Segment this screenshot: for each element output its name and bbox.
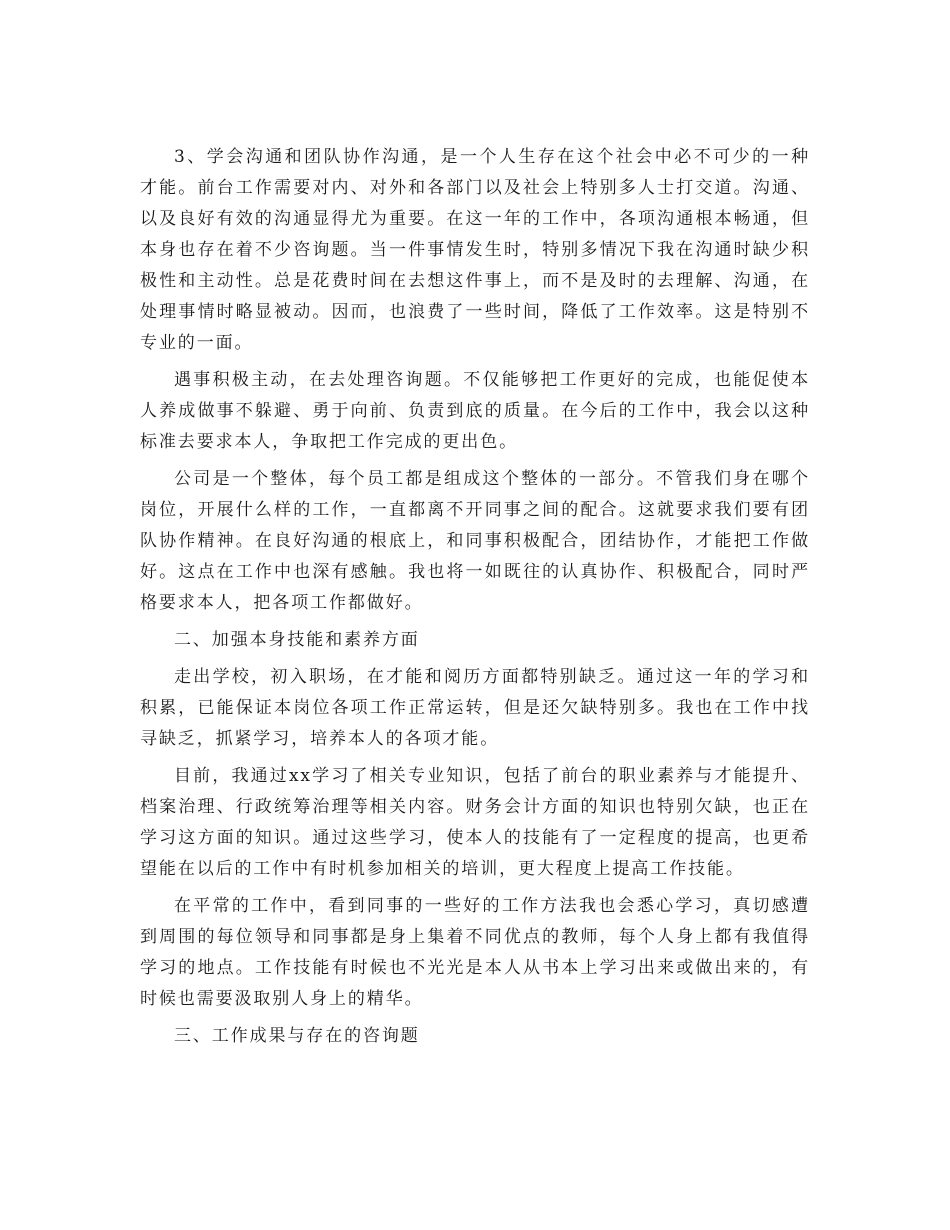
paragraph-teamwork: 公司是一个整体，每个员工都是组成这个整体的一部分。不管我们身在哪个岗位，开展什么样的工作，一直都离不开同事之间的配合。这就要求我们要有团队协作精神。在良好沟通的根底上，和同事积极配合，团结协作，才能把工作做好。这点在工作中也深有感触。我也将一如既往的认真协作、积极配合，同时严格要求本人，把各项工作都做好。 (140, 469, 810, 613)
paragraph-colleagues: 在平常的工作中，看到同事的一些好的工作方法我也会悉心学习，真切感遭到周围的每位领导和同事都是身上集着不同优点的教师，每个人身上都有我值得学习的地点。工作技能有时候也不光光是本人从书本上学习出来或做出来的，有时候也需要汲取别人身上的精华。 (140, 896, 810, 1009)
paragraph-learning: 目前，我通过xx学习了相关专业知识，包括了前台的职业素养与才能提升、档案治理、行政统筹治理等相关内容。财务会计方面的知识也特别欠缺，也正在学习这方面的知识。通过这些学习，使本人的技能有了一定程度的提高，也更希望能在以后的工作中有时机参加相关的培训，更大程度上提高工作技能。 (140, 766, 810, 879)
section-heading-skills: 二、加强本身技能和素养方面 (174, 630, 420, 650)
paragraph-entering-workplace: 走出学校，初入职场，在才能和阅历方面都特别缺乏。通过这一年的学习和积累，已能保证本岗位各项工作正常运转，但是还欠缺特别多。我也在工作中找寻缺乏，抓紧学习，培养本人的各项才能。 (140, 667, 810, 749)
document-body (140, 142, 810, 1058)
paragraph-communication: 3、学会沟通和团队协作沟通，是一个人生存在这个社会中必不可少的一种才能。前台工作需要对内、对外和各部门以及社会上特别多人士打交道。沟通、以及良好有效的沟通显得尤为重要。在这一年的工作中，各项沟通根本畅通，但本身也存在着不少咨询题。当一件事情发生时，特别多情况下我在沟通时缺少积极性和主动性。总是花费时间在去想这件事上，而不是及时的去理解、沟通，在处理事情时略显被动。因而，也浪费了一些时间，降低了工作效率。这是特别不专业的一面。 (140, 147, 810, 353)
section-heading-results: 三、工作成果与存在的咨询题 (174, 1026, 420, 1046)
paragraph-proactive: 遇事积极主动，在去处理咨询题。不仅能够把工作更好的完成，也能促使本人养成做事不躲避、勇于向前、负责到底的质量。在今后的工作中，我会以这种标准去要求本人，争取把工作完成的更出色。 (140, 370, 810, 452)
